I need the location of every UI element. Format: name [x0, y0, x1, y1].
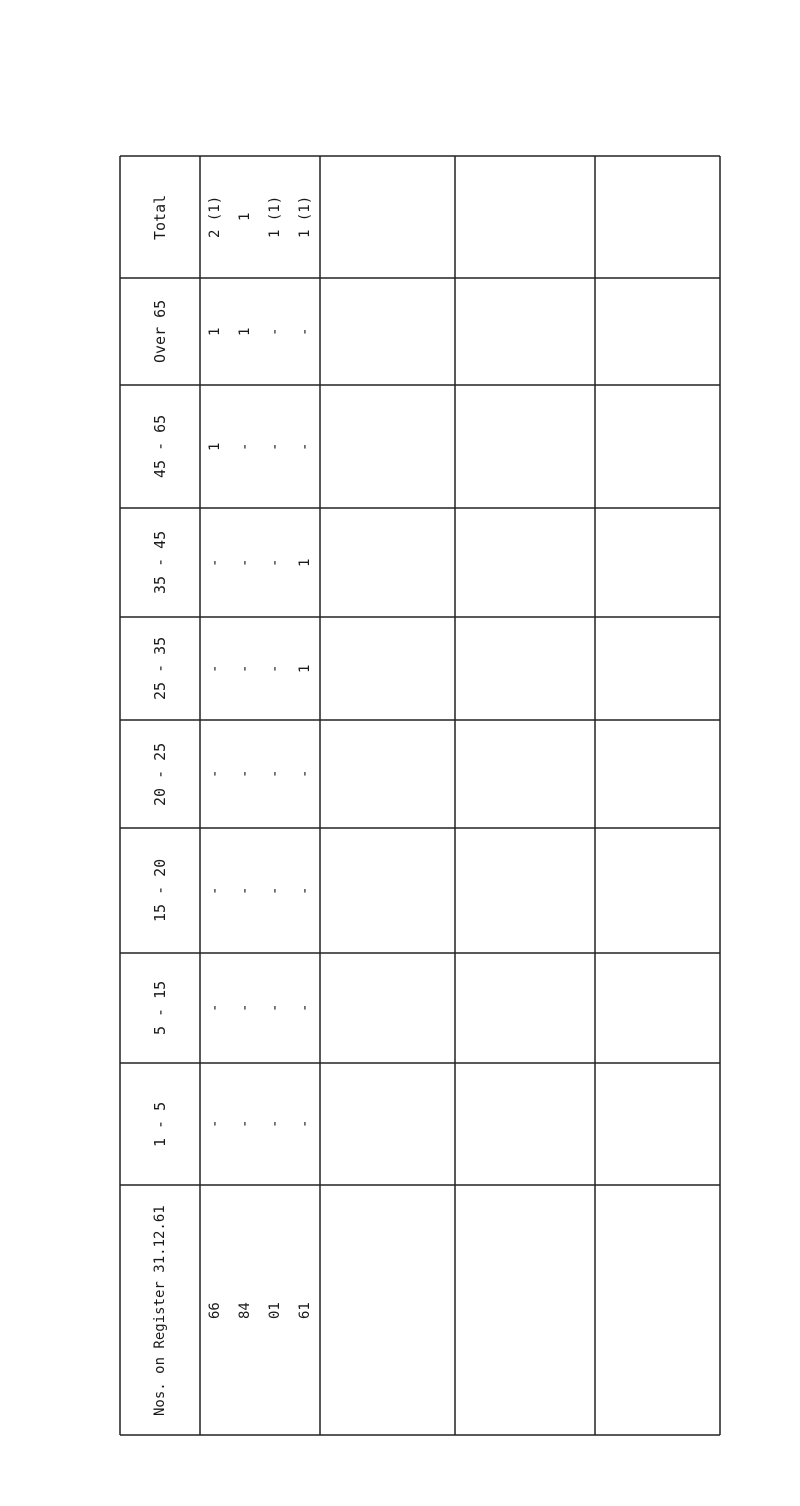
table-cell: 01 [267, 1301, 283, 1319]
table-cell: - [207, 1119, 223, 1128]
table-cell: - [237, 558, 253, 567]
table-cell: - [267, 1119, 283, 1128]
column-header: 25 - 35 [151, 636, 169, 700]
table-cell: - [297, 1003, 313, 1012]
column-header: 1 - 5 [151, 1101, 169, 1147]
table-cell: - [297, 886, 313, 895]
table-cell: - [267, 327, 283, 336]
table-cell: - [207, 664, 223, 673]
document-title-block [72, 345, 80, 595]
table-cell: 1 [207, 442, 223, 451]
table-cell: 1 [297, 664, 313, 673]
table-cell: - [267, 664, 283, 673]
table-cell: - [297, 327, 313, 336]
table-cell: - [267, 1003, 283, 1012]
table-cell: 1 [207, 327, 223, 336]
column-header: 15 - 20 [151, 858, 169, 922]
table-cell: 84 [237, 1301, 253, 1319]
table-cell: - [237, 442, 253, 451]
table-cell: 2 (1) [207, 195, 223, 238]
table-cell: 1 [237, 212, 253, 221]
column-header: Total [151, 194, 169, 240]
table-cell: - [267, 442, 283, 451]
table-cell: - [237, 769, 253, 778]
table-cell: - [267, 886, 283, 895]
table-cell: - [207, 769, 223, 778]
table-cell: - [267, 769, 283, 778]
table-cell: 66 [207, 1301, 223, 1319]
table-cell: 1 (1) [267, 195, 283, 238]
table-cell: - [237, 664, 253, 673]
column-header: 45 - 65 [151, 414, 169, 478]
column-header: 35 - 45 [151, 530, 169, 594]
table-cell: 1 (1) [297, 195, 313, 238]
table-cell: - [267, 558, 283, 567]
table-cell: 1 [237, 327, 253, 336]
table-cell: - [237, 1003, 253, 1012]
table-cell: - [207, 886, 223, 895]
table-cell: 1 [297, 558, 313, 567]
table-cell: - [297, 442, 313, 451]
table-cell: - [237, 886, 253, 895]
table-cell: - [207, 558, 223, 567]
column-header: 20 - 25 [151, 742, 169, 806]
table-cell: - [297, 769, 313, 778]
table-cell: - [297, 1119, 313, 1128]
column-header: Over 65 [151, 299, 169, 363]
table-cell: - [237, 1119, 253, 1128]
table-cell: 61 [297, 1301, 313, 1319]
column-header: 5 - 15 [151, 980, 169, 1035]
table-cell: - [207, 1003, 223, 1012]
column-header: Nos. on Register 31.12.61 [152, 1204, 168, 1416]
